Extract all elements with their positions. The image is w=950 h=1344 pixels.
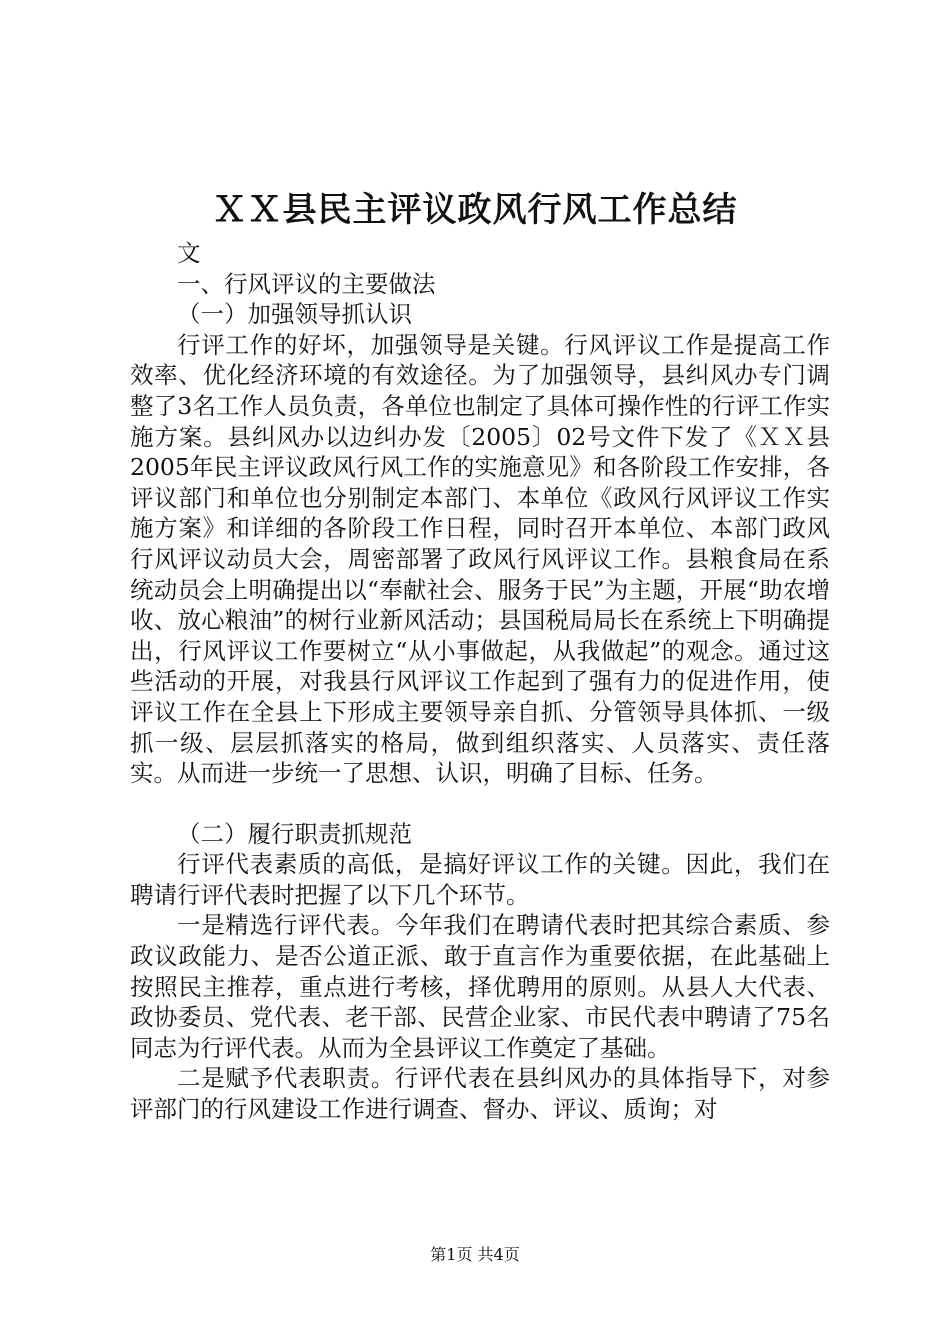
paragraph: 行评代表素质的高低，是搞好评议工作的关键。因此，我们在聘请行评代表时把握了以下几个环节。	[130, 850, 830, 909]
document-title: ＸＸ县民主评议政风行风工作总结	[212, 190, 738, 230]
page-footer: 第1页 共4页	[430, 1245, 520, 1264]
paragraph: 二是赋予代表职责。行评代表在县纠风办的具体指导下，对参评部门的行风建设工作进行调查、督办、评议、质询；对	[130, 1064, 830, 1124]
paragraph: 一是精选行评代表。今年我们在聘请代表时把其综合素质、参政议政能力、是否公道正派、敢于直言作为重要依据，在此基础上按照民主推荐，重点进行考核，择优聘用的原则。从县人大代表、政协委员、党代表、老干部、民营企业家、市民代表中聘请了75名同志为行评代表。从而为全县评议工作奠定了基础。	[130, 911, 830, 1062]
byline: 文	[177, 239, 201, 267]
subsection-heading-1: （一）加强领导抓认识	[177, 300, 412, 329]
paragraph: 行评工作的好坏，加强领导是关键。行风评议工作是提高工作效率、优化经济环境的有效途径。为了加强领导，县纠风办专门调整了3名工作人员负责，各单位也制定了具体可操作性的行评工作实施方案。县纠风办以边纠办发〔2005〕02号文件下发了《ＸＸ县2005年民主评议政风行风工作的实施意见》和各阶段工作安排，各评议部门和单位也分别制定本部门、本单位《政风行风评议工作实施方案》和详细的各阶段工作日程，同时召开本单位、本部门政风行风评议动员大会，周密部署了政风行风评议工作。县粮食局在系统动员会上明确提出以“奉献社会、服务于民”为主题，开展“助农增收、放心粮油”的树行业新风活动；县国税局局长在系统上下明确提出，行风评议工作要树立“从小事做起，从我做起”的观念。通过这些活动的开展，对我县行风评议工作起到了强有力的促进作用，使评议工作在全县上下形成主要领导亲自抓、分管领导具体抓、一级抓一级、层层抓落实的格局，做到组织落实、人员落实、责任落实。从而进一步统一了思想、认识，明确了目标、任务。	[130, 330, 830, 788]
subsection-heading-2: （二）履行职责抓规范	[177, 819, 412, 848]
document-body	[130, 238, 830, 1125]
section-heading: 一、行风评议的主要做法	[177, 269, 436, 298]
paragraph-spacer	[130, 789, 830, 819]
